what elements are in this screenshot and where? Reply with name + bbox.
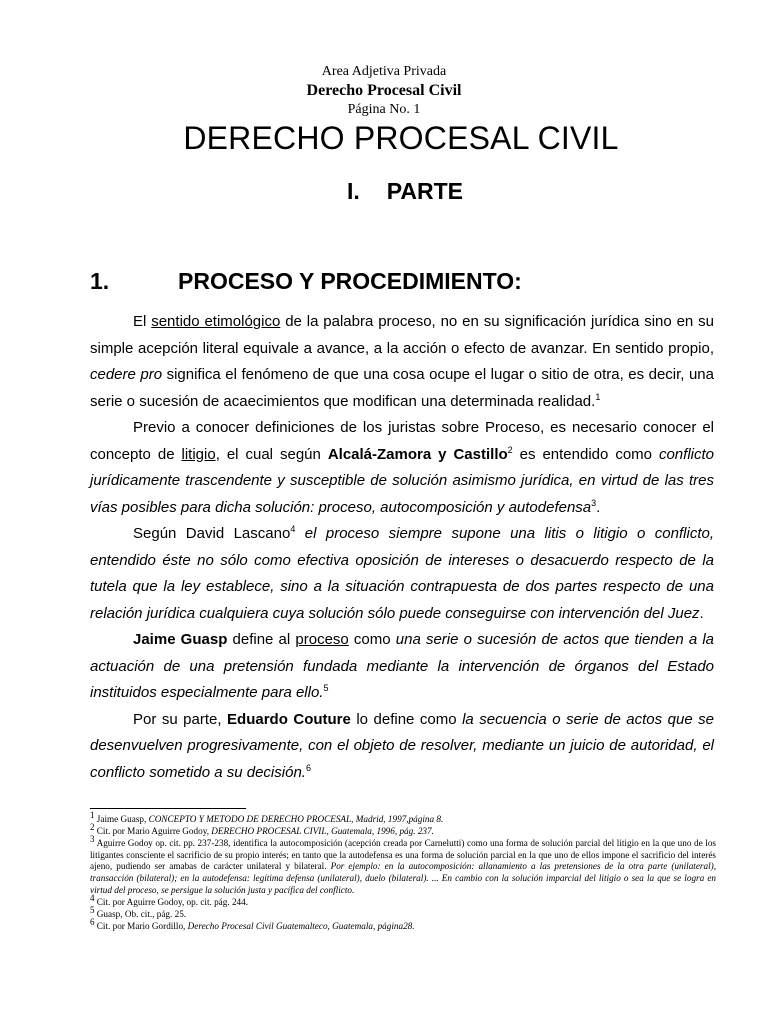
footnote-number: 5 (90, 904, 95, 915)
text-run: Previo a conocer definiciones de los juristas sobre Proceso, es necesario conocer el concepto de (90, 419, 714, 463)
italic-quote: una serie o sucesión de actos que tienden a la actuación de una pretensión fundada mediante la intervención de órganos del Estado instituidos especialmente para ello. (90, 631, 715, 701)
italic-citation: Por ejemplo: en la autocomposición: allanamiento a las pretensiones de la otra parte (unilateral), transacción (bilateral); en la autodefensa: legítima defensa (unilateral), duelo (bilateral). ... En cambio con la solución imparcial del litigio o sea la que se logra en virtud del proceso, se persigue la solución justa y pacífica del conflicto. (90, 861, 717, 895)
footnote-separator (90, 808, 246, 809)
paragraph-3 (90, 521, 714, 627)
header-page-number: Página No. 1 (347, 102, 421, 117)
italic-citation: CONCEPTO Y METODO DE DERECHO PROCESAL, Madrid, 1997,página 8. (148, 814, 444, 824)
footnotes (90, 809, 717, 933)
bold-author: Alcalá-Zamora y Castillo (327, 445, 508, 463)
underlined-term: litigio (181, 445, 216, 463)
italic-quote: la secuencia o serie de actos que se desenvuelven progresivamente, con el objeto de resolver, mediante un juicio de autoridad, el conflicto sometido a su decisión. (90, 710, 714, 781)
footnote-ref: 1 (595, 391, 601, 402)
footnote-number: 6 (90, 916, 95, 927)
text-run: Aguirre Godoy op. cit. pp. 237-238, identifica la autocomposición (acepción creada por Carnelutti) como una forma de solución parcial del litigio en la que uno de los litigantes consciente el sacrificio de su propio interés; en tanto que la autodefensa es una forma de solución parcial en la que uno de ellos impone el sacrificio del interés ajeno, pudiendo ser amabas de carácter unilateral y bilateral. (90, 838, 716, 872)
footnote-ref: 5 (323, 683, 329, 693)
text-run: . (699, 604, 704, 622)
paragraph-2 (90, 415, 714, 521)
page-title: DERECHO PROCESAL CIVIL (183, 120, 619, 156)
paragraph-1 (90, 309, 714, 415)
text-run: Cit. por Mario Gordillo, (94, 920, 188, 931)
section-heading (90, 268, 522, 295)
part-label: PARTE (386, 178, 464, 204)
italic-quote: conflicto jurídicamente trascendente y susceptible de solución asimismo jurídica, en virtud de las tres vías posibles para dicha solución: proceso, autocomposición y autodefensa (90, 445, 714, 516)
footnote-3 (90, 834, 717, 896)
footnote-4 (90, 892, 716, 909)
italic-term: cedere pro (90, 366, 163, 383)
footnote-6 (90, 916, 716, 933)
italic-citation: DERECHO PROCESAL CIVIL, Guatemala, 1996, pág. 237. (211, 826, 434, 837)
section-title: PROCESO Y PROCEDIMIENTO: (178, 268, 522, 294)
text-run: Jaime Guasp, (94, 814, 149, 824)
footnote-1 (90, 809, 716, 826)
text-run: como (348, 631, 396, 648)
underlined-term: sentido etimológico (151, 313, 281, 330)
text-run: Según David Lascano (133, 525, 291, 542)
italic-citation: Derecho Procesal Civil Guatemalteco, Guatemala, página28. (187, 920, 415, 931)
italic-quote: el proceso siempre supone una litis o litigio o conflicto, entendido éste no sólo como efectiva oposición de intereses o desacuerdo respecto de la tutela que la ley establece, sino a la situación contrapuesta de dos partes respecto de una relación jurídica cualquiera cuya solución sólo puede conseguirse con intervención del Juez (90, 525, 714, 622)
footnote-ref: 4 (290, 524, 296, 534)
text-run: Guasp, Ob. cit., pág. 25. (94, 908, 187, 919)
paragraph-5 (90, 707, 714, 787)
text-run: es entendido como (512, 445, 659, 463)
footnote-2 (90, 822, 716, 838)
text-run: Cit. por Aguirre Godoy, op. cit. pág. 244. (94, 896, 249, 907)
footnote-5 (90, 904, 716, 921)
text-run: Por su parte, (133, 710, 228, 728)
text-run: significa el fenómeno de que una cosa ocupe el lugar o sitio de otra, es decir, una serie o sucesión de acaecimientos que modifican una determinada realidad. (90, 366, 714, 410)
footnote-ref: 3 (591, 497, 597, 508)
footnote-number: 4 (90, 892, 95, 903)
footnote-ref: 2 (507, 444, 513, 455)
bold-author: Eduardo Couture (227, 710, 351, 728)
text-run: El (133, 313, 152, 330)
paragraph-4 (90, 627, 714, 707)
text-run: Cit. por Mario Aguirre Godoy, (94, 826, 212, 837)
section-number: 1. (90, 268, 110, 294)
text-run: lo define como (350, 710, 463, 728)
footnote-ref: 6 (305, 762, 311, 773)
body-text (90, 309, 714, 786)
footnote-number: 1 (90, 809, 95, 820)
underlined-term: proceso (295, 631, 349, 648)
text-run: de la palabra proceso, no en su significación jurídica sino en su simple acepción literal equivale a avance, a la acción o efecto de avanzar. En sentido propio, (90, 313, 714, 357)
part-numeral: I. (347, 178, 360, 204)
text-run: , el cual según (215, 445, 328, 463)
text-run: . (596, 498, 601, 516)
part-heading (347, 178, 463, 205)
footnote-number: 2 (90, 822, 95, 833)
bold-author: Jaime Guasp (133, 631, 228, 648)
footnote-number: 3 (90, 834, 95, 845)
text-run: define al (227, 631, 296, 648)
header-course: Derecho Procesal Civil (306, 82, 462, 99)
header-area: Area Adjetiva Privada (321, 64, 447, 79)
